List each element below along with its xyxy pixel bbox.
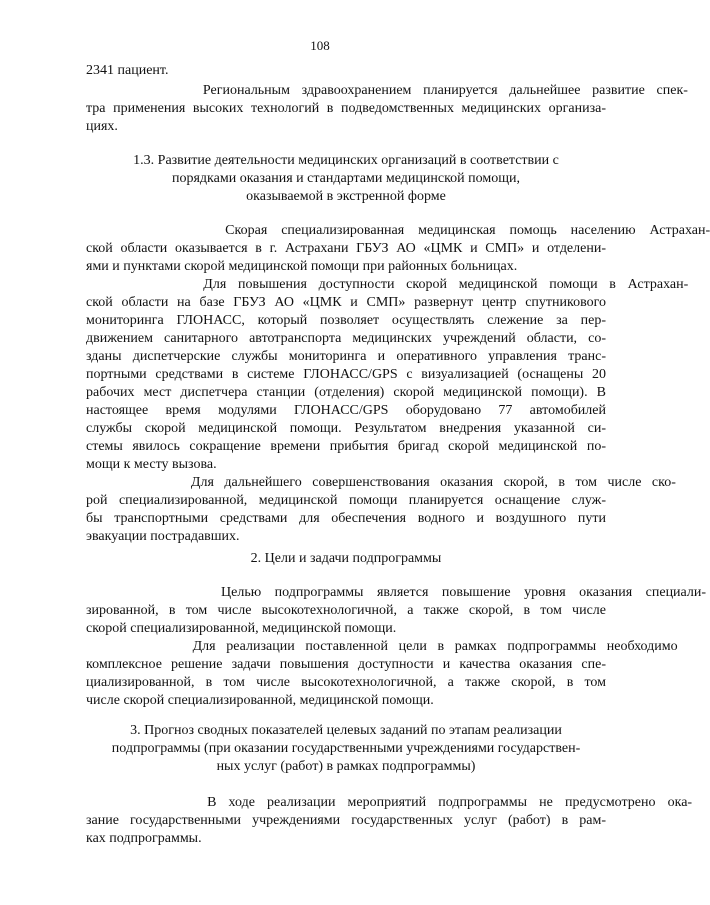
- paragraph: [86, 794, 693, 848]
- text-line: рабочих мест диспетчера станции (отделения) скорой медицинской помощи). В: [86, 385, 606, 400]
- text-line: мощи к месту вызова.: [86, 457, 217, 472]
- text-line: оказываемой в экстренной форме: [246, 189, 446, 204]
- text-line: зированной, в том числе высокотехнологичной, а также скорой, в том числе: [86, 603, 606, 618]
- text-line: Региональным здравоохранением планируется дальнейшее развитие спек-: [86, 83, 688, 98]
- text-line: зданы диспетчерские службы мониторинга и оперативного управления транс-: [86, 349, 606, 364]
- paragraph: [86, 638, 678, 710]
- text-line: числе скорой специализированной, медицинской помощи.: [86, 693, 434, 708]
- text-line: 1.3. Развитие деятельности медицинских организаций в соответствии с: [133, 153, 559, 168]
- text-line: подпрограммы (при оказании государственными учреждениями государствен-: [111, 741, 581, 756]
- text-line: стемы явилось сокращение времени прибытия бригад скорой медицинской по-: [86, 439, 606, 454]
- paragraph: [86, 276, 689, 474]
- text-line: эвакуации пострадавших.: [86, 529, 240, 544]
- text-line: 2. Цели и задачи подпрограммы: [250, 551, 442, 566]
- text-line: ках подпрограммы.: [86, 831, 202, 846]
- text-line: Целью подпрограммы является повышение уровня оказания специали-: [86, 585, 707, 600]
- text-line: настоящее время модулями ГЛОНАСС/GPS оборудовано 77 автомобилей: [86, 403, 606, 418]
- paragraph: [86, 82, 688, 136]
- text-line: циализированной, в том числе высокотехнологичной, а также скорой, в том: [86, 675, 606, 690]
- text-line: службы скорой медицинской помощи. Результатом внедрения указанной си-: [86, 421, 606, 436]
- paragraph: [86, 584, 707, 638]
- paragraph: [86, 222, 710, 276]
- text-line: движением санитарного автотранспорта медицинских учреждений области, со-: [86, 331, 606, 346]
- text-line: Скорая специализированная медицинская помощь населению Астрахан-: [86, 223, 710, 238]
- text-line: скорой специализированной, медицинской помощи.: [86, 621, 397, 636]
- text-line: Для дальнейшего совершенствования оказания скорой, в том числе ско-: [86, 475, 676, 490]
- text-line: бы транспортными средствами для обеспечения водного и воздушного пути: [86, 511, 606, 526]
- text-line: 2341 пациент.: [86, 63, 169, 78]
- paragraph: [86, 62, 606, 80]
- text-line: 3. Прогноз сводных показателей целевых заданий по этапам реализации: [130, 723, 562, 738]
- section-heading: [86, 550, 606, 568]
- text-line: портными средствами в системе ГЛОНАСС/GPS с визуализацией (оснащены 20: [86, 367, 606, 382]
- text-line: комплексное решение задачи повышения доступности и качества оказания спе-: [86, 657, 606, 672]
- text-line: ской области на базе ГБУЗ АО «ЦМК и СМП» развернут центр спутникового: [86, 295, 606, 310]
- text-line: тра применения высоких технологий в подведомственных медицинских организа-: [86, 101, 606, 116]
- text-line: рой специализированной, медицинской помощи планируется оснащение служ-: [86, 493, 606, 508]
- text-line: ями и пунктами скорой медицинской помощи при районных больницах.: [86, 259, 518, 274]
- page-number: 108: [310, 38, 330, 53]
- section-heading: [86, 722, 606, 776]
- text-line: Для повышения доступности скорой медицинской помощи в Астрахан-: [86, 277, 689, 292]
- text-line: Для реализации поставленной цели в рамках подпрограммы необходимо: [86, 639, 678, 654]
- text-line: ской области оказывается в г. Астрахани ГБУЗ АО «ЦМК и СМП» и отделени-: [86, 241, 606, 256]
- section-heading: [86, 152, 606, 206]
- text-line: В ходе реализации мероприятий подпрограммы не предусмотрено ока-: [86, 795, 693, 810]
- text-line: циях.: [86, 119, 118, 134]
- text-line: мониторинга ГЛОНАСС, который позволяет осуществлять слежение за пер-: [86, 313, 606, 328]
- text-line: зание государственными учреждениями государственных услуг (работ) в рам-: [86, 813, 606, 828]
- text-line: ных услуг (работ) в рамках подпрограммы): [216, 759, 476, 774]
- text-line: порядками оказания и стандартами медицинской помощи,: [171, 171, 521, 186]
- paragraph: [86, 474, 676, 546]
